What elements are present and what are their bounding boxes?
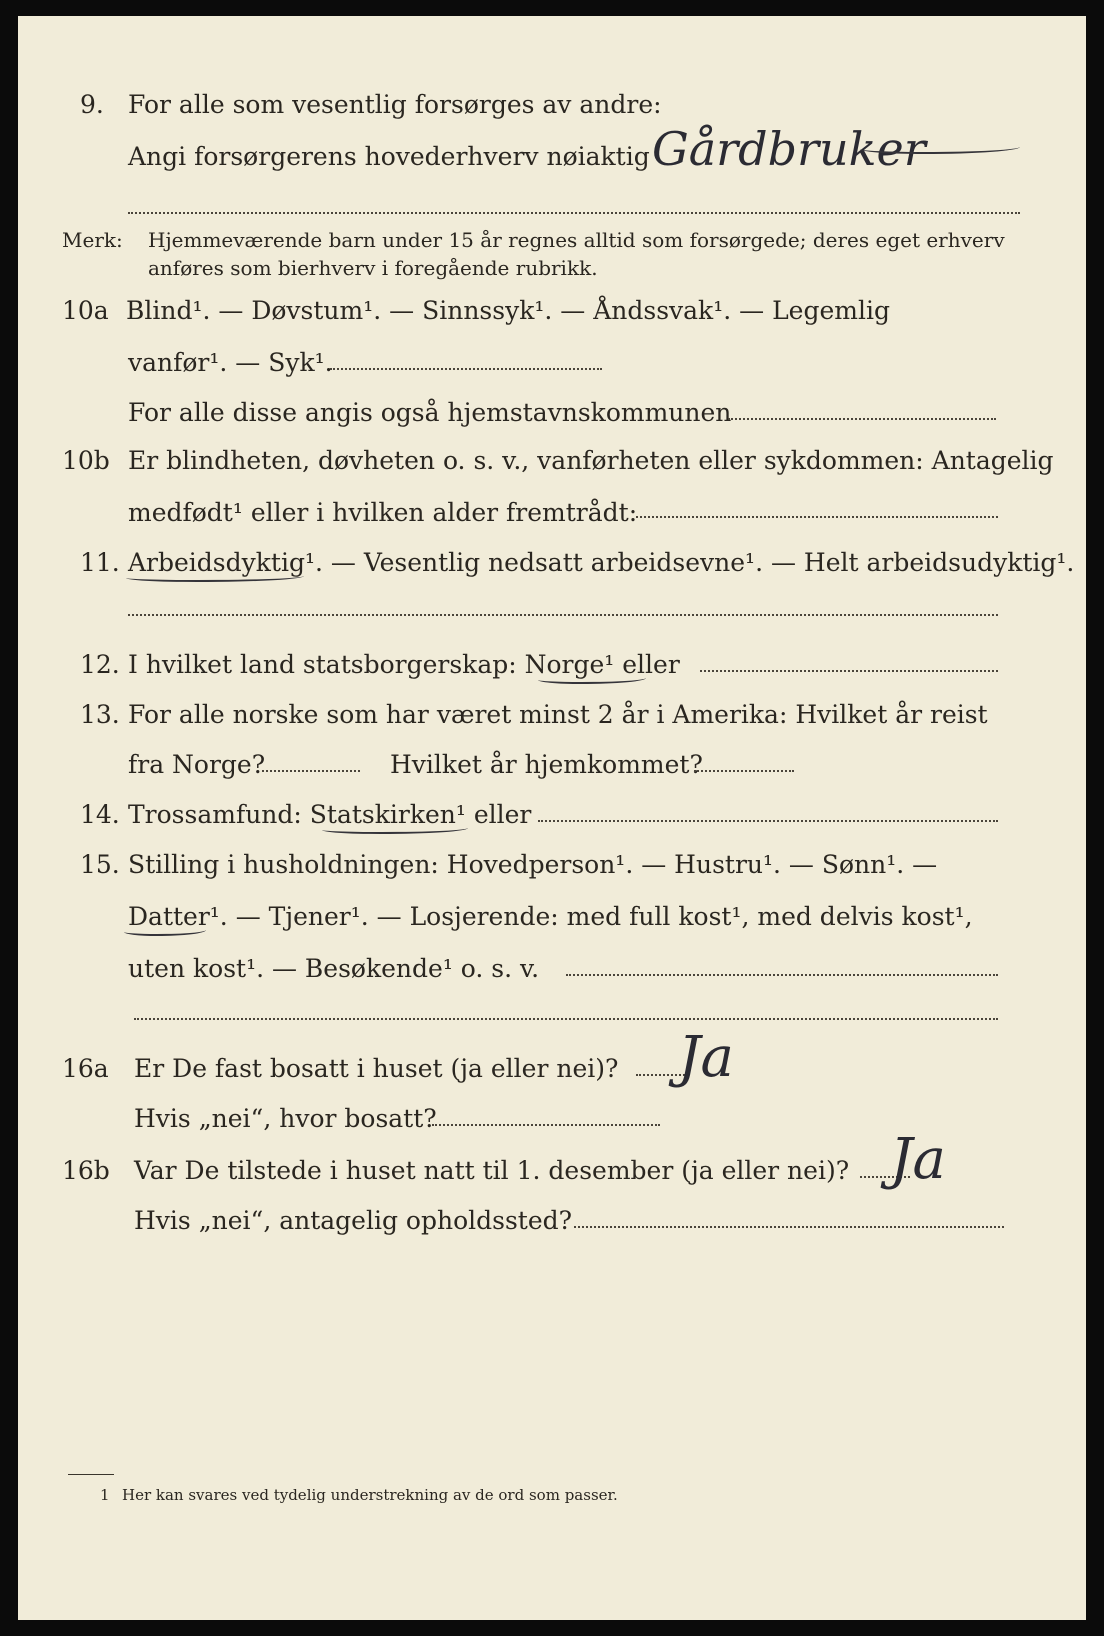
q11-line1: Arbeidsdyktig¹. — Vesentlig nedsatt arbeidsevne¹. — Helt arbeidsudyktig¹. <box>128 548 1075 577</box>
q16b-opholdssted-dotted-field <box>574 1226 1004 1228</box>
q16a-line1: Er De fast bosatt i huset (ja eller nei)? <box>134 1054 619 1083</box>
q13-reist-dotted-field <box>262 770 360 772</box>
q10a-line1: Blind¹. — Døvstum¹. — Sinnssyk¹. — Åndssvak¹. — Legemlig <box>126 296 890 325</box>
footnote-mark: 1 <box>100 1486 110 1504</box>
q13-line2a: fra Norge? <box>128 750 266 779</box>
merk-line1: Hjemmeværende barn under 15 år regnes alltid som forsørgede; deres eget erhverv <box>148 228 1005 252</box>
q14-handwritten-underline <box>322 824 468 834</box>
q10b-line1: Er blindheten, døvheten o. s. v., vanførheten eller sykdommen: Antagelig <box>128 446 1054 475</box>
q16b-number: 16b <box>62 1156 110 1185</box>
q15-handwritten-underline <box>124 926 206 936</box>
q14-dotted-field <box>538 820 998 822</box>
q13-hjemkommet-dotted-field <box>694 770 794 772</box>
q10a-line3-dotted-field <box>728 418 996 420</box>
footnote-rule <box>68 1474 114 1475</box>
q12-line1: I hvilket land statsborgerskap: Norge¹ eller <box>128 650 680 679</box>
q16a-handwritten-answer: Ja <box>678 1025 734 1090</box>
footnote-text: Her kan svares ved tydelig understrekning av de ord som passer. <box>122 1486 618 1504</box>
q16b-line1: Var De tilstede i huset natt til 1. desember (ja eller nei)? <box>134 1156 850 1185</box>
census-form-page <box>18 16 1086 1620</box>
q15-dotted-field <box>566 974 998 976</box>
q10b-line2: medfødt¹ eller i hvilken alder fremtrådt: <box>128 498 638 527</box>
q9-dotted-rule <box>128 212 1020 214</box>
q12-dotted-field <box>700 670 998 672</box>
q12-handwritten-underline <box>538 674 646 684</box>
q14-line1: Trossamfund: Statskirken¹ eller <box>128 800 532 829</box>
q15-line3: uten kost¹. — Besøkende¹ o. s. v. <box>128 954 540 983</box>
q10a-line2-dotted-field <box>330 368 602 370</box>
q16a-line2: Hvis „nei“, hvor bosatt? <box>134 1104 437 1133</box>
q11-number: 11. <box>80 548 120 577</box>
q9-number: 9. <box>80 90 104 119</box>
q11-dotted-rule <box>128 614 998 616</box>
q13-line2b: Hvilket år hjemkommet? <box>390 750 703 779</box>
merk-label: Merk: <box>62 228 123 252</box>
q16a-bosatt-dotted-field <box>432 1124 660 1126</box>
q10b-number: 10b <box>62 446 110 475</box>
q16b-handwritten-answer: Ja <box>890 1127 946 1192</box>
q9-line1: For alle som vesentlig forsørges av andre: <box>128 90 662 119</box>
q12-number: 12. <box>80 650 120 679</box>
q9-line2 <box>128 144 650 169</box>
q15-line1: Stilling i husholdningen: Hovedperson¹. — Hustru¹. — Sønn¹. — <box>128 850 938 879</box>
q16b-line2: Hvis „nei“, antagelig opholdssted? <box>134 1206 573 1235</box>
q14-number: 14. <box>80 800 120 829</box>
q9-answer-tail-stroke <box>860 142 1020 154</box>
merk-line2: anføres som bierhverv i foregående rubrikk. <box>148 256 598 280</box>
q10a-number: 10a <box>62 296 109 325</box>
q11-handwritten-underline <box>126 572 304 582</box>
q15-line2: Datter¹. — Tjener¹. — Losjerende: med full kost¹, med delvis kost¹, <box>128 902 973 931</box>
q9-line2-text: Angi forsørgerens hovederhverv nøiaktig <box>128 142 650 171</box>
q9-handwritten-answer: Gårdbruker <box>652 122 926 176</box>
q15-dotted-rule <box>134 1018 998 1020</box>
q13-number: 13. <box>80 700 120 729</box>
q16a-number: 16a <box>62 1054 109 1083</box>
q13-line1: For alle norske som har været minst 2 år i Amerika: Hvilket år reist <box>128 700 988 729</box>
q15-number: 15. <box>80 850 120 879</box>
q10a-line2: vanfør¹. — Syk¹. <box>128 348 333 377</box>
q10b-dotted-field <box>636 516 998 518</box>
q10a-line3: For alle disse angis også hjemstavnskommunen <box>128 398 732 427</box>
